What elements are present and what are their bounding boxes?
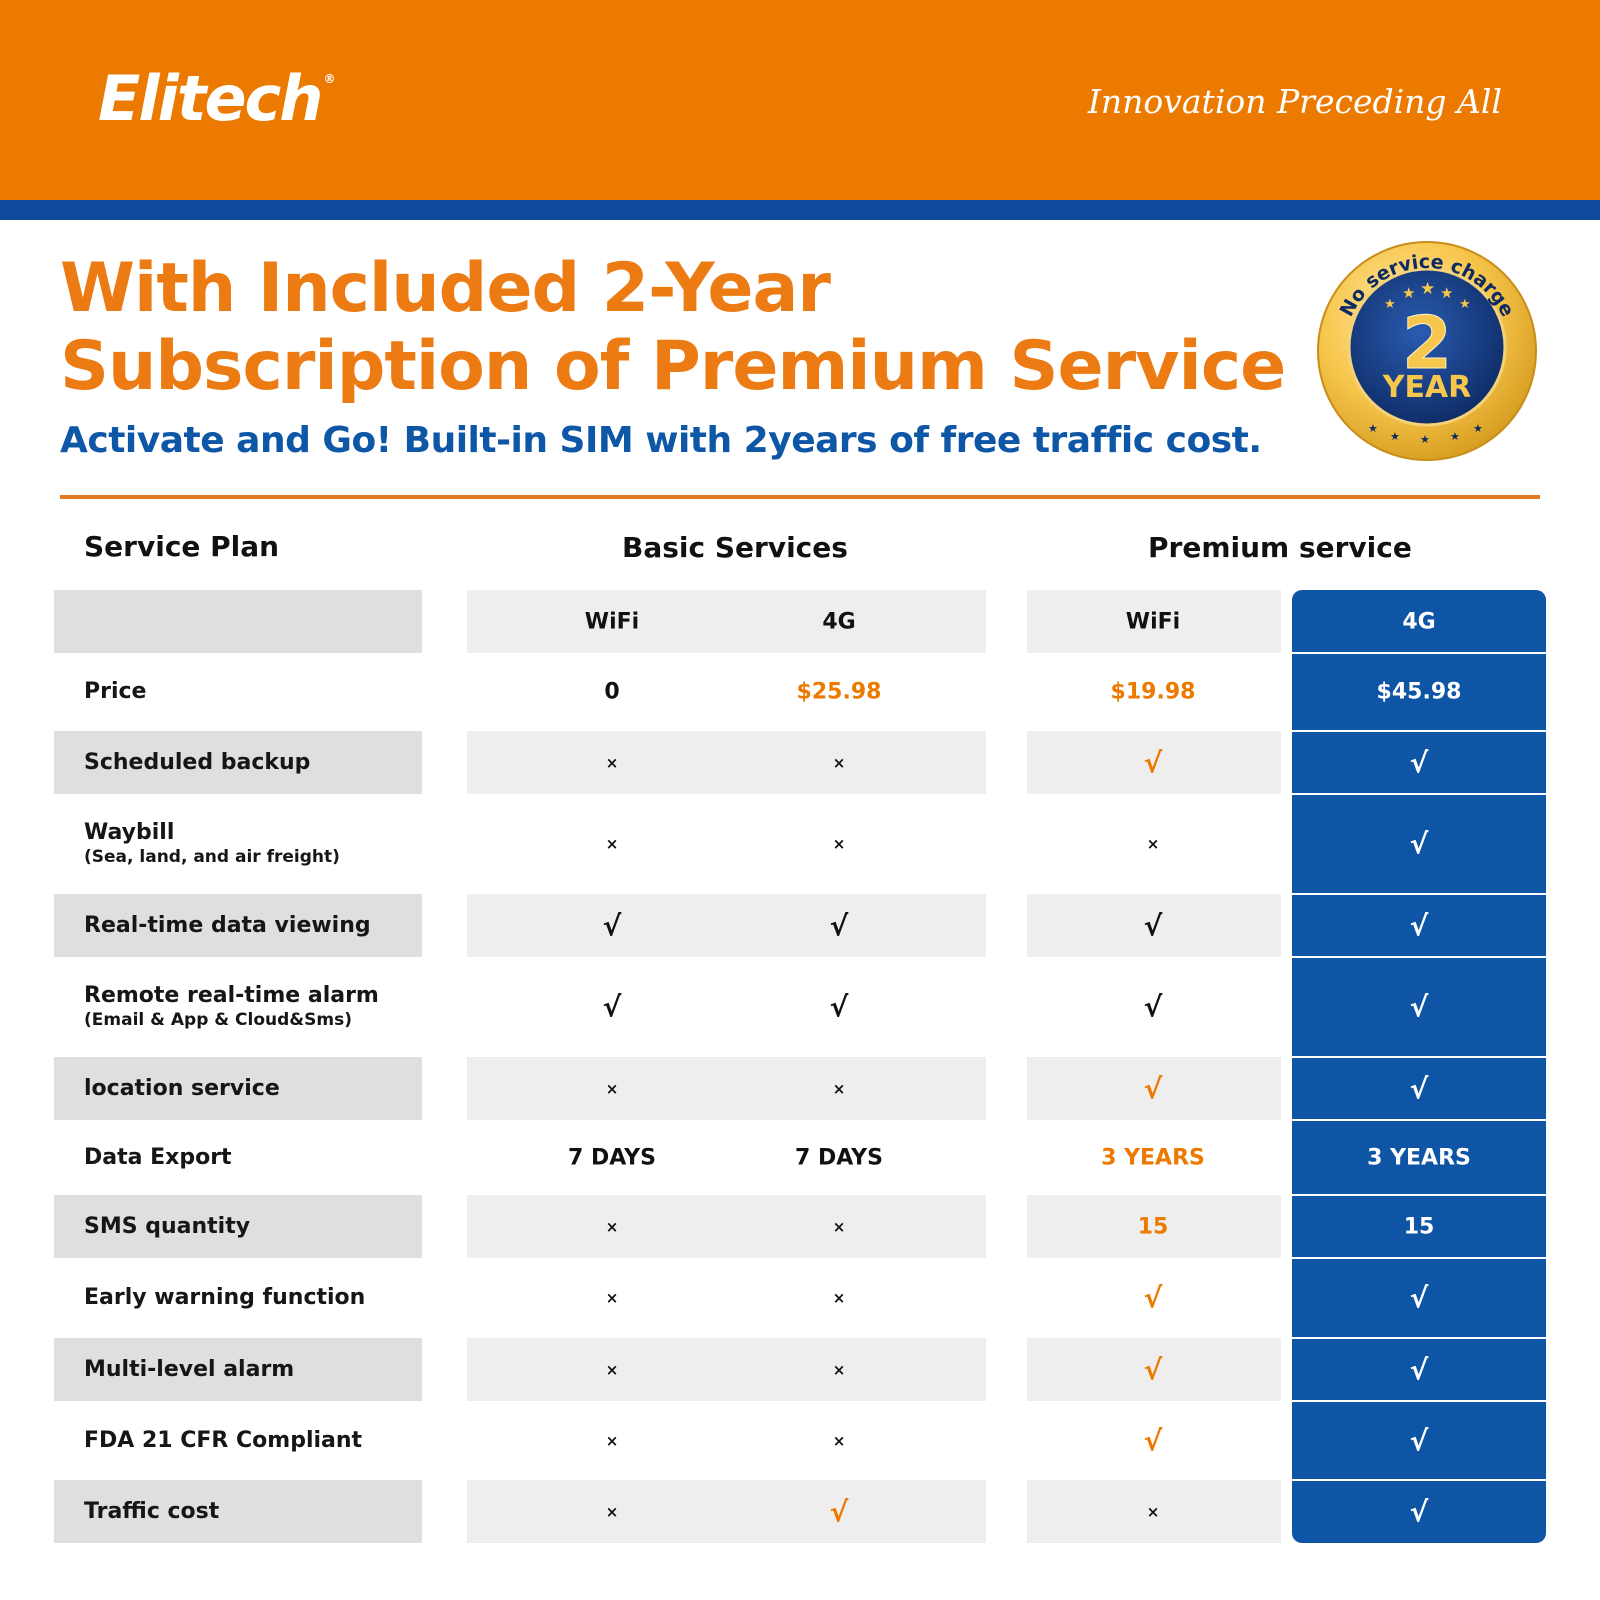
value-cell-premium-4g: 3 YEARS — [1367, 1145, 1471, 1170]
cross-mark-basic-wifi: × — [605, 1360, 619, 1379]
row-label-text: SMS quantity — [84, 1213, 251, 1239]
check-mark-premium-wifi: √ — [1143, 909, 1163, 942]
value-cell-basic-4g: 7 DAYS — [795, 1145, 883, 1170]
premium-4g-divider — [1292, 652, 1546, 654]
cross-mark-basic-wifi: × — [605, 1502, 619, 1521]
brand-logo — [98, 62, 336, 135]
premium-4g-divider — [1292, 1119, 1546, 1121]
check-mark-premium-4g: √ — [1409, 1072, 1429, 1105]
cross-mark-basic-4g: × — [832, 753, 846, 772]
row-sublabel-text: (Sea, land, and air freight) — [84, 847, 340, 867]
check-mark-basic-4g: √ — [829, 990, 849, 1024]
row-label-text: Remote real-time alarm — [84, 983, 379, 1008]
check-mark-premium-4g: √ — [1409, 1281, 1429, 1315]
cross-mark-premium-wifi: × — [1146, 835, 1160, 853]
svg-text:★: ★ — [1420, 433, 1430, 446]
premium-service-header: Premium service — [1148, 531, 1412, 564]
value-cell-basic-wifi: 7 DAYS — [568, 1145, 656, 1170]
row-label-text: Real-time data viewing — [84, 912, 371, 938]
row-label-text: Price — [84, 679, 147, 704]
check-mark-premium-wifi: √ — [1143, 990, 1163, 1024]
premium-4g-divider — [1292, 1194, 1546, 1196]
cross-mark-basic-4g: × — [832, 1431, 846, 1450]
title-line-1: With Included 2-Year — [60, 249, 830, 328]
row-label-text: Multi-level alarm — [84, 1356, 295, 1382]
badge-arc-text: No service charge — [1335, 250, 1519, 321]
column-header-row-label-bg — [54, 590, 422, 653]
svg-text:★: ★ — [1402, 284, 1416, 302]
premium-4g-divider — [1292, 956, 1546, 958]
row-label — [84, 1214, 250, 1239]
check-mark-basic-wifi: √ — [602, 990, 622, 1024]
title-line-2: Subscription of Premium Service — [60, 327, 1286, 406]
svg-text:★: ★ — [1390, 430, 1400, 443]
svg-text:★: ★ — [1420, 279, 1436, 299]
cross-mark-basic-4g: × — [832, 1289, 846, 1307]
value-cell-basic-wifi: 0 — [604, 679, 620, 705]
cross-mark-basic-4g: × — [832, 1079, 846, 1098]
brand-tagline: Innovation Preceding All — [1087, 82, 1502, 121]
check-mark-premium-4g: √ — [1409, 990, 1429, 1024]
premium-4g-divider — [1292, 1479, 1546, 1481]
value-cell-premium-wifi: $19.98 — [1110, 679, 1196, 705]
cross-mark-basic-4g: × — [832, 1360, 846, 1379]
check-mark-premium-wifi: √ — [1143, 746, 1163, 779]
check-mark-premium-4g: √ — [1409, 1495, 1429, 1528]
cross-mark-basic-wifi: × — [605, 1431, 619, 1450]
check-mark-premium-4g: √ — [1409, 746, 1429, 779]
section-divider — [60, 495, 1540, 499]
row-label-text: Traffic cost — [84, 1498, 220, 1524]
basic-services-header: Basic Services — [622, 531, 848, 564]
value-cell-basic-4g: $25.98 — [796, 679, 882, 705]
row-label-text: Early warning function — [84, 1285, 366, 1310]
row-label — [84, 820, 340, 867]
check-mark-premium-wifi: √ — [1143, 1424, 1163, 1457]
svg-text:★: ★ — [1473, 422, 1483, 435]
value-cell-premium-4g: 15 — [1403, 1214, 1435, 1239]
cross-mark-basic-wifi: × — [605, 1079, 619, 1098]
cross-mark-premium-wifi: × — [1146, 1502, 1160, 1521]
premium-4g-divider — [1292, 1337, 1546, 1339]
row-label — [84, 1357, 294, 1382]
column-header-premium-4g: 4G — [1402, 609, 1436, 634]
registered-mark: ® — [323, 72, 336, 86]
row-label-text: Scheduled backup — [84, 749, 311, 775]
check-mark-premium-4g: √ — [1409, 1353, 1429, 1386]
brand-logo-text: Elitech — [98, 62, 322, 135]
row-label — [84, 750, 310, 775]
row-sublabel-text: (Email & App & Cloud&Sms) — [84, 1010, 352, 1030]
svg-text:★: ★ — [1450, 430, 1460, 443]
svg-text:★: ★ — [1368, 422, 1378, 435]
svg-text:★: ★ — [1384, 297, 1396, 312]
badge-unit: YEAR — [1382, 370, 1472, 405]
service-plan-header: Service Plan — [84, 530, 280, 563]
row-label — [84, 1285, 365, 1310]
cross-mark-basic-4g: × — [832, 835, 846, 853]
check-mark-premium-4g: √ — [1409, 1424, 1429, 1457]
column-header-basic-wifi: WiFi — [584, 609, 640, 634]
cross-mark-basic-wifi: × — [605, 1217, 619, 1236]
row-label-text: FDA 21 CFR Compliant — [84, 1427, 363, 1453]
svg-text:★: ★ — [1440, 284, 1454, 302]
check-mark-basic-4g: √ — [829, 1495, 849, 1528]
check-mark-premium-4g: √ — [1409, 827, 1429, 861]
premium-4g-divider — [1292, 1400, 1546, 1402]
row-label — [84, 1076, 280, 1101]
row-label — [84, 983, 379, 1030]
row-label — [84, 1499, 219, 1524]
value-cell-premium-4g: $45.98 — [1376, 679, 1462, 705]
row-label — [84, 1145, 232, 1170]
check-mark-basic-wifi: √ — [602, 909, 622, 942]
cross-mark-basic-4g: × — [832, 1217, 846, 1236]
cross-mark-basic-wifi: × — [605, 753, 619, 772]
check-mark-premium-wifi: √ — [1143, 1072, 1163, 1105]
check-mark-premium-wifi: √ — [1143, 1353, 1163, 1386]
check-mark-premium-wifi: √ — [1143, 1281, 1163, 1315]
banner-accent-strip — [0, 200, 1600, 220]
page-title — [60, 250, 1285, 406]
row-label-text: Data Export — [84, 1144, 232, 1170]
svg-text:★: ★ — [1459, 297, 1471, 312]
page-subtitle: Activate and Go! Built-in SIM with 2years of free traffic cost. — [60, 420, 1262, 461]
value-cell-premium-wifi: 3 YEARS — [1101, 1145, 1205, 1170]
row-label — [84, 1428, 362, 1453]
row-label — [84, 913, 371, 938]
premium-4g-divider — [1292, 893, 1546, 895]
two-year-badge — [1316, 240, 1538, 462]
premium-4g-divider — [1292, 1257, 1546, 1259]
check-mark-premium-4g: √ — [1409, 909, 1429, 942]
column-header-basic-4g: 4G — [822, 609, 856, 634]
row-label-text: location service — [84, 1075, 280, 1101]
column-header-premium-wifi: WiFi — [1125, 609, 1181, 634]
row-label-text: Waybill — [84, 820, 175, 845]
badge-number: 2 — [1401, 301, 1453, 385]
row-label — [84, 679, 146, 704]
premium-4g-divider — [1292, 793, 1546, 795]
check-mark-basic-4g: √ — [829, 909, 849, 942]
premium-4g-divider — [1292, 1056, 1546, 1058]
cross-mark-basic-wifi: × — [605, 835, 619, 853]
value-cell-premium-wifi: 15 — [1137, 1214, 1169, 1239]
cross-mark-basic-wifi: × — [605, 1289, 619, 1307]
premium-4g-divider — [1292, 730, 1546, 732]
